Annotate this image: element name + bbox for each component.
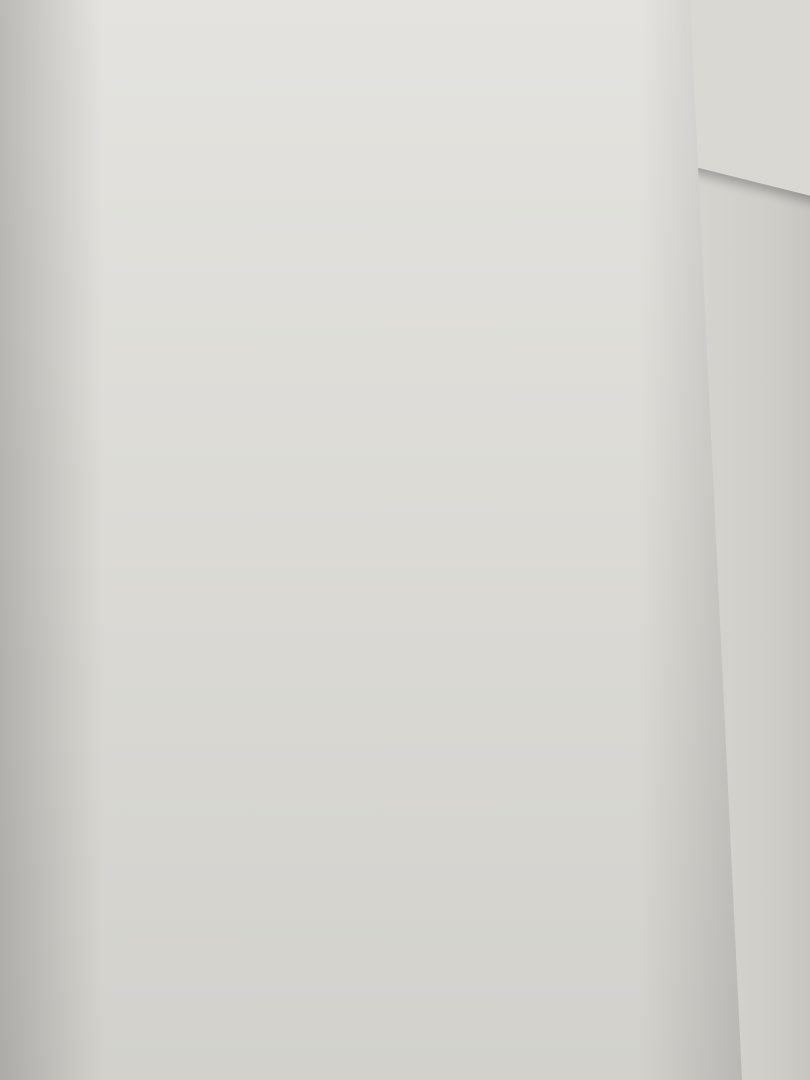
document-body [82, 78, 718, 88]
